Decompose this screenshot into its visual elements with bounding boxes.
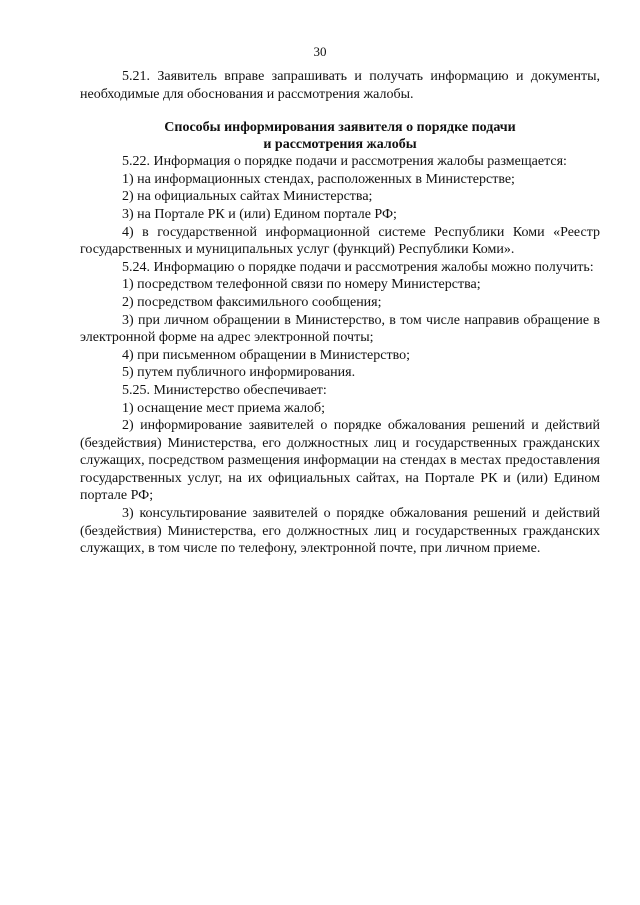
section-gap <box>80 103 600 119</box>
list-item: 3) при личном обращении в Министерство, в том числе направив обращение в электронной форме на адрес электронной почты; <box>80 312 600 346</box>
list-item: 4) в государственной информационной системе Республики Коми «Реестр государственных и муниципальных услуг (функций) Республики Коми». <box>80 224 600 258</box>
list-item: 2) информирование заявителей о порядке обжалования решений и действий (бездействия) Министерства, его должностных лиц и государственных гражданских служащих, посредством размещения информации на стендах в местах предоставления государственных услуг, на их официальных сайтах, на Портале РК и (или) Едином портале РФ; <box>80 418 600 504</box>
list-item: 2) посредством факсимильного сообщения; <box>122 294 382 310</box>
section-heading-line-2: и рассмотрения жалобы <box>263 137 417 153</box>
list-item: 1) посредством телефонной связи по номеру Министерства; <box>122 277 481 293</box>
paragraph-5-22: 5.22. Информация о порядке подачи и рассмотрения жалобы размещается: <box>122 154 567 170</box>
list-item: 4) при письменном обращении в Министерство; <box>122 347 411 363</box>
list-item: 3) на Портале РК и (или) Едином портале РФ; <box>122 206 397 222</box>
document-body <box>80 68 600 558</box>
paragraph-5-21: 5.21. Заявитель вправе запрашивать и получать информацию и документы, необходимые для обоснования и рассмотрения жалобы. <box>80 69 600 102</box>
list-item: 1) оснащение мест приема жалоб; <box>122 400 326 416</box>
list-item: 3) консультирование заявителей о порядке обжалования решений и действий (бездействия) Министерства, его должностных лиц и государственных гражданских служащих, в том числе по телефону, электронной почте, при личном приеме. <box>80 506 600 557</box>
list-item: 1) на информационных стендах, расположенных в Министерстве; <box>122 171 515 187</box>
paragraph-5-24: 5.24. Информацию о порядке подачи и рассмотрения жалобы можно получить: <box>122 259 594 275</box>
section-heading-line-1: Способы информирования заявителя о порядке подачи <box>164 120 516 136</box>
page-number: 30 <box>313 44 327 59</box>
paragraph-5-25: 5.25. Министерство обеспечивает: <box>122 382 327 398</box>
list-item: 2) на официальных сайтах Министерства; <box>122 189 373 205</box>
list-item: 5) путем публичного информирования. <box>122 365 356 381</box>
